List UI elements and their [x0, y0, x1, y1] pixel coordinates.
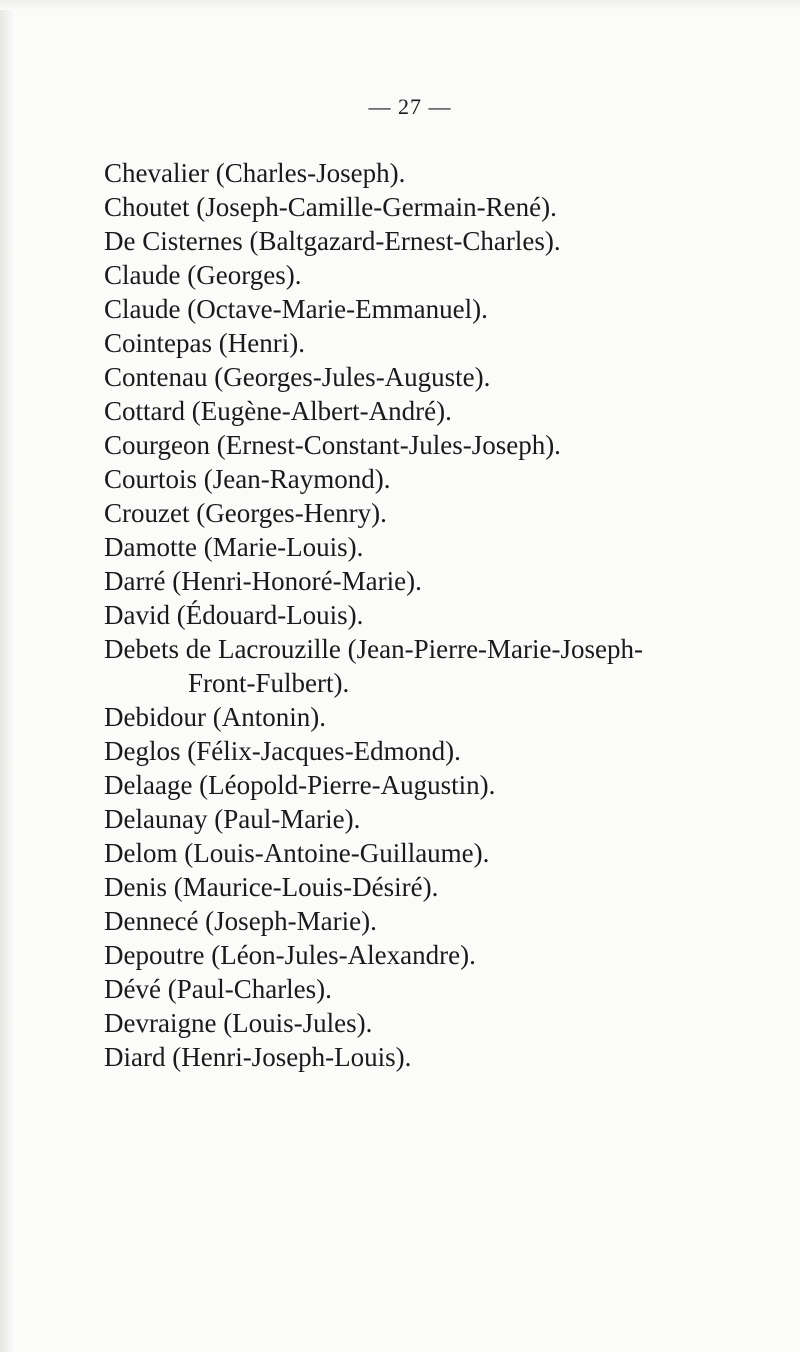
list-item: Delaunay (Paul-Marie).: [104, 804, 361, 834]
list-item: David (Édouard-Louis).: [104, 600, 364, 630]
list-item: Darré (Henri-Honoré-Marie).: [104, 566, 422, 596]
list-item: Delom (Louis-Antoine-Guillaume).: [104, 838, 490, 868]
list-item: Dévé (Paul-Charles).: [104, 974, 332, 1004]
list-item: Courgeon (Ernest-Constant-Jules-Joseph).: [104, 430, 561, 460]
page-edge-shadow: [0, 0, 14, 1352]
list-item: Diard (Henri-Joseph-Louis).: [104, 1042, 412, 1072]
name-list: [104, 156, 643, 1074]
entry-continuation-line: Front-Fulbert).: [188, 668, 350, 698]
list-item: Dennecé (Joseph-Marie).: [104, 906, 377, 936]
list-item: Deglos (Félix-Jacques-Edmond).: [104, 736, 461, 766]
list-item: Contenau (Georges-Jules-Auguste).: [104, 362, 491, 392]
page-top-shadow: [0, 0, 800, 10]
list-item: Crouzet (Georges-Henry).: [104, 498, 387, 528]
list-item: De Cisternes (Baltgazard-Ernest-Charles).: [104, 226, 561, 256]
list-item: Claude (Georges).: [104, 260, 302, 290]
list-item: Claude (Octave-Marie-Emmanuel).: [104, 294, 488, 324]
list-item: Debidour (Antonin).: [104, 702, 326, 732]
list-item: Delaage (Léopold-Pierre-Augustin).: [104, 770, 496, 800]
list-item: Denis (Maurice-Louis-Désiré).: [104, 872, 439, 902]
list-item: Courtois (Jean-Raymond).: [104, 464, 391, 494]
list-item: Chevalier (Charles-Joseph).: [104, 158, 406, 188]
list-item: Devraigne (Louis-Jules).: [104, 1008, 373, 1038]
list-item: Depoutre (Léon-Jules-Alexandre).: [104, 940, 476, 970]
list-item: [104, 632, 643, 700]
list-item: Cottard (Eugène-Albert-André).: [104, 396, 452, 426]
list-item: Choutet (Joseph-Camille-Germain-René).: [104, 192, 557, 222]
list-item: Damotte (Marie-Louis).: [104, 532, 364, 562]
list-item: Cointepas (Henri).: [104, 328, 305, 358]
entry-first-line: Debets de Lacrouzille (Jean-Pierre-Marie-Joseph-: [104, 634, 643, 664]
page-number: — 27 —: [368, 94, 452, 119]
